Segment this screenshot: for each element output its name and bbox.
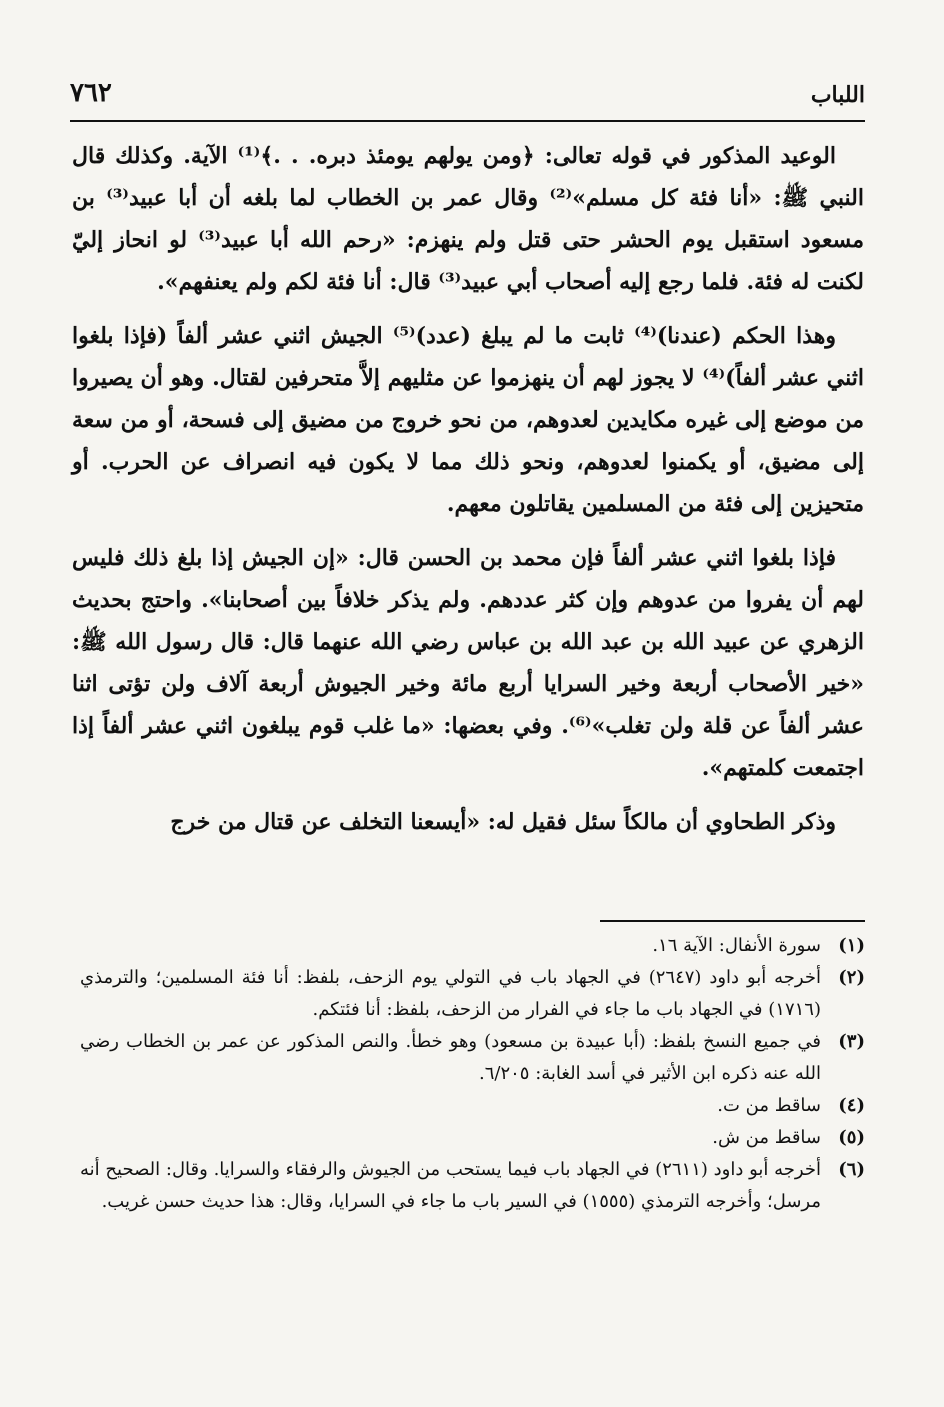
footnote <box>80 1122 865 1154</box>
footnote-number: (٣) <box>838 1031 865 1052</box>
footnote-number: (٦) <box>838 1159 865 1180</box>
footnote <box>80 962 865 1026</box>
footnote <box>80 930 865 962</box>
footnote-text: ساقط من ت. <box>717 1095 821 1116</box>
main-text <box>72 135 864 855</box>
footnote-text: سورة الأنفال: الآية ١٦. <box>652 935 821 956</box>
footnote-text: أخرجه أبو داود (٢٦١١) في الجهاد باب فيما يستحب من الجيوش والرفقاء والسرايا. وقال: الصحيح أنه مرسل؛ وأخرجه الترمذي (١٥٥٥) في السير باب ما جاء في السرايا، وقال: هذا حديث حسن غريب. <box>80 1159 821 1212</box>
footnote-text: في جميع النسخ بلفظ: (أبا عبيدة بن مسعود) وهو خطأ. والنص المذكور عن عمر بن الخطاب رضي الله عنه ذكره ابن الأثير في أسد الغابة: ٦/٢٠٥. <box>80 1031 821 1084</box>
footnote-number: (٢) <box>838 967 865 988</box>
footnote-number: (٤) <box>838 1095 865 1116</box>
footnote-number: (٥) <box>838 1127 865 1148</box>
header-rule <box>70 120 865 122</box>
footnote <box>80 1026 865 1090</box>
footnote-rule <box>600 920 865 922</box>
page-number: ٧٦٢ <box>70 78 112 108</box>
footnotes <box>80 930 865 1218</box>
paragraph: وهذا الحكم (عندنا)⁽⁴⁾ ثابت ما لم يبلغ (عدد)⁽⁵⁾ الجيش اثني عشر ألفاً (فإذا بلغوا اثني عشر ألفاً)⁽⁴⁾ لا يجوز لهم أن ينهزموا عن مثليهم إلاَّ متحرفين لقتال. وهو أن يصيروا من موضع إلى غيره مكايدين لعدوهم، من نحو خروج من مضيق إلى فسحة، أو من سعة إلى مضيق، أو يكمنوا لعدوهم، ونحو ذلك مما لا يكون فيه انصراف عن الحرب. أو متحيزين إلى فئة من المسلمين يقاتلون معهم. <box>72 323 864 517</box>
footnote <box>80 1090 865 1122</box>
footnote <box>80 1154 865 1218</box>
running-title: اللباب <box>810 82 865 108</box>
footnote-number: (١) <box>838 935 865 956</box>
paragraph: فإذا بلغوا اثني عشر ألفاً فإن محمد بن الحسن قال: «إن الجيش إذا بلغ ذلك فليس لهم أن يفروا من عدوهم وإن كثر عددهم. ولم يذكر خلافاً بين أصحابنا». واحتج بحديث الزهري عن عبيد الله بن عبد الله بن عباس رضي الله عنهما قال: قال رسول الله ﷺ: «خير الأصحاب أربعة وخير السرايا أربع مائة وخير الجيوش أربعة آلاف ولن تؤتى اثنا عشر ألفاً عن قلة ولن تغلب»⁽⁶⁾. وفي بعضها: «ما غلب قوم يبلغون اثني عشر ألفاً إذا اجتمعت كلمتهم». <box>72 545 864 781</box>
paragraph: الوعيد المذكور في قوله تعالى: ﴿ومن يولهم يومئذ دبره. . .﴾⁽¹⁾ الآية. وكذلك قال النبي ﷺ: «أنا فئة كل مسلم»⁽²⁾ وقال عمر بن الخطاب لما بلغه أن أبا عبيد⁽³⁾ بن مسعود استقبل يوم الحشر حتى قتل ولم ينهزم: «رحم الله أبا عبيد⁽³⁾ لو انحاز إليّ لكنت له فئة. فلما رجع إليه أصحاب أبي عبيد⁽³⁾ قال: أنا فئة لكم ولم يعنفهم». <box>72 143 864 295</box>
footnote-text: أخرجه أبو داود (٢٦٤٧) في الجهاد باب في التولي يوم الزحف، بلفظ: أنا فئة المسلمين؛ والترمذي (١٧١٦) في الجهاد باب ما جاء في الفرار من الزحف، بلفظ: أنا فئتكم. <box>80 967 821 1020</box>
footnote-text: ساقط من ش. <box>712 1127 821 1148</box>
running-header <box>70 68 865 108</box>
paragraph: وذكر الطحاوي أن مالكاً سئل فقيل له: «أيسعنا التخلف عن قتال من خرج <box>170 809 836 835</box>
